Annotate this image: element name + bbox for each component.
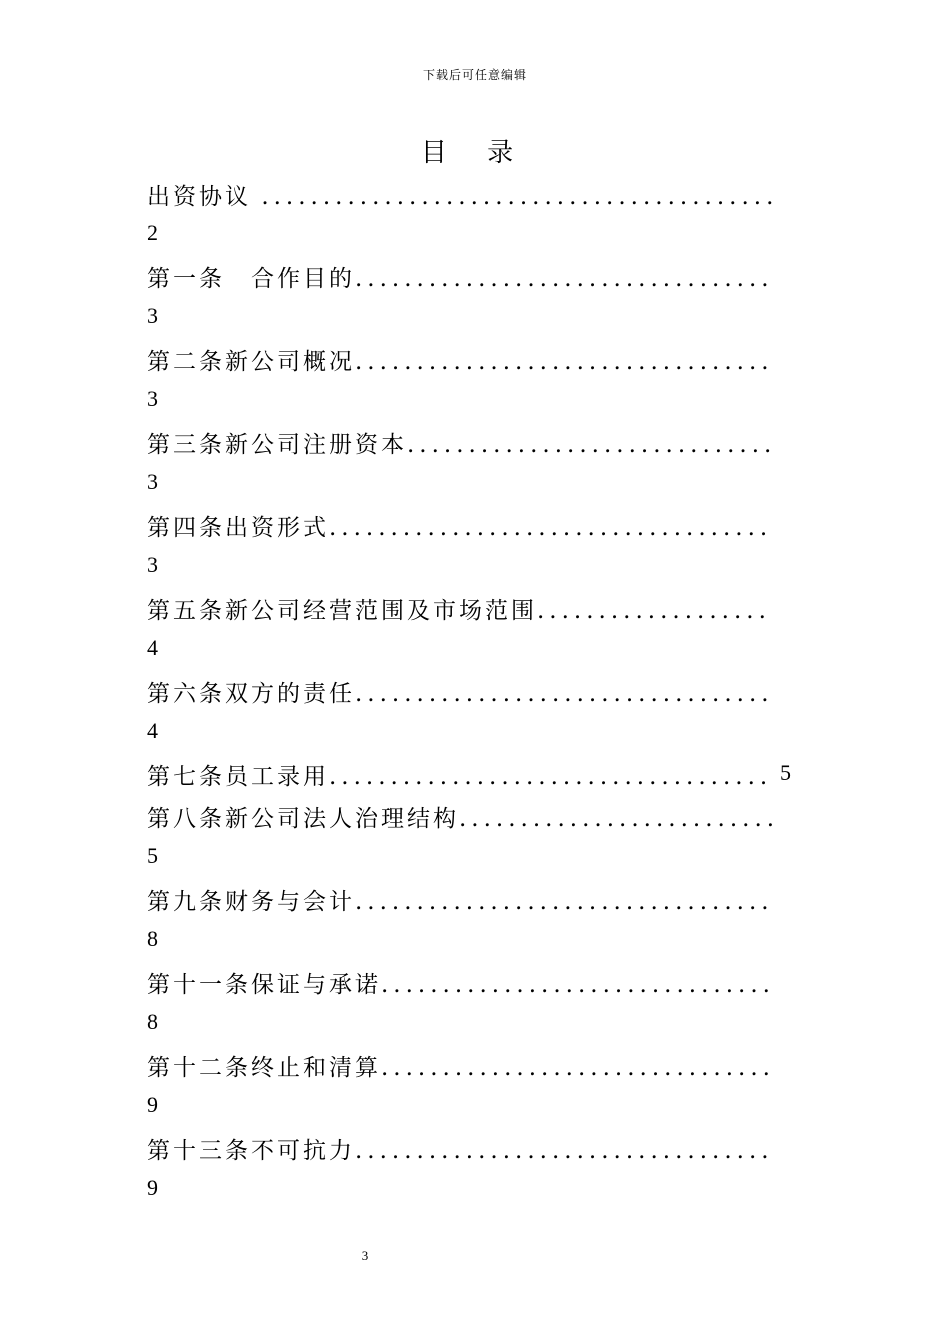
- toc-leader-dots: ..........................................: [261, 184, 779, 210]
- toc-page-number: 8: [147, 926, 158, 951]
- page-header: 下载后可任意编辑: [422, 68, 527, 82]
- toc-page-number: 3: [147, 552, 158, 577]
- toc-entry[interactable]: [147, 1132, 774, 1165]
- toc-entry-label: 第二条新公司概况: [147, 349, 355, 375]
- toc-leader-dots: ..............................: [407, 432, 777, 458]
- toc-entry-label: 第八条新公司法人治理结构: [147, 806, 459, 832]
- toc-entry[interactable]: [147, 800, 779, 833]
- toc-entry-label: 第五条新公司经营范围及市场范围: [147, 598, 537, 624]
- toc-entry[interactable]: [147, 883, 774, 916]
- toc-page-number: 3: [147, 303, 158, 328]
- toc-page-number: 9: [147, 1092, 158, 1117]
- toc-leader-dots: ....................................: [329, 764, 773, 790]
- toc-page-number: 3: [147, 386, 158, 411]
- toc-entry-label: 第十三条不可抗力: [147, 1138, 355, 1164]
- toc-entry[interactable]: [147, 343, 774, 376]
- toc-entry-label: 第一条 合作目的: [147, 266, 355, 292]
- toc-entry-label: 第九条财务与会计: [147, 889, 355, 915]
- toc-leader-dots: ...................: [537, 598, 771, 624]
- toc-leader-dots: ..................................: [355, 349, 774, 375]
- page-number-footer: 3: [361, 1248, 369, 1263]
- toc-entry[interactable]: [147, 426, 776, 459]
- toc-entry[interactable]: [147, 675, 774, 708]
- toc-leader-dots: ................................: [381, 1055, 775, 1081]
- toc-leader-dots: ..................................: [355, 889, 774, 915]
- toc-leader-dots: ..................................: [355, 1138, 774, 1164]
- toc-entry[interactable]: [147, 509, 772, 542]
- toc-entry[interactable]: [147, 966, 775, 999]
- toc-page-number: 5: [147, 843, 158, 868]
- toc-entry[interactable]: [147, 178, 778, 211]
- toc-entry-label: 第四条出资形式: [147, 515, 329, 541]
- toc-page-number: 8: [147, 1009, 158, 1034]
- toc-entry-label: 第十二条终止和清算: [147, 1055, 381, 1081]
- toc-leader-dots: ....................................: [329, 515, 773, 541]
- toc-leader-dots: ..........................: [459, 806, 780, 832]
- toc-entry[interactable]: [147, 592, 771, 625]
- toc-page-number: 2: [147, 220, 158, 245]
- toc-entry[interactable]: [147, 260, 774, 293]
- toc-entry-label: 第六条双方的责任: [147, 681, 355, 707]
- toc-entry-label: 第十一条保证与承诺: [147, 972, 381, 998]
- toc-entry[interactable]: [147, 758, 772, 791]
- toc-leader-dots: ..................................: [355, 681, 774, 707]
- toc-page-number: 4: [147, 718, 158, 743]
- toc-entry[interactable]: [147, 1049, 775, 1082]
- toc-page-number: 3: [147, 469, 158, 494]
- toc-page-number: 5: [780, 760, 791, 785]
- toc-leader-dots: ..................................: [355, 266, 774, 292]
- toc-entry-label: 第三条新公司注册资本: [147, 432, 407, 458]
- toc-entry-label: 第七条员工录用: [147, 764, 329, 790]
- toc-leader-dots: ................................: [381, 972, 775, 998]
- toc-page-number: 4: [147, 635, 158, 660]
- toc-title: 目 录: [420, 138, 530, 168]
- toc-entry-label: 出资协议: [147, 184, 262, 210]
- toc-page-number: 9: [147, 1175, 158, 1200]
